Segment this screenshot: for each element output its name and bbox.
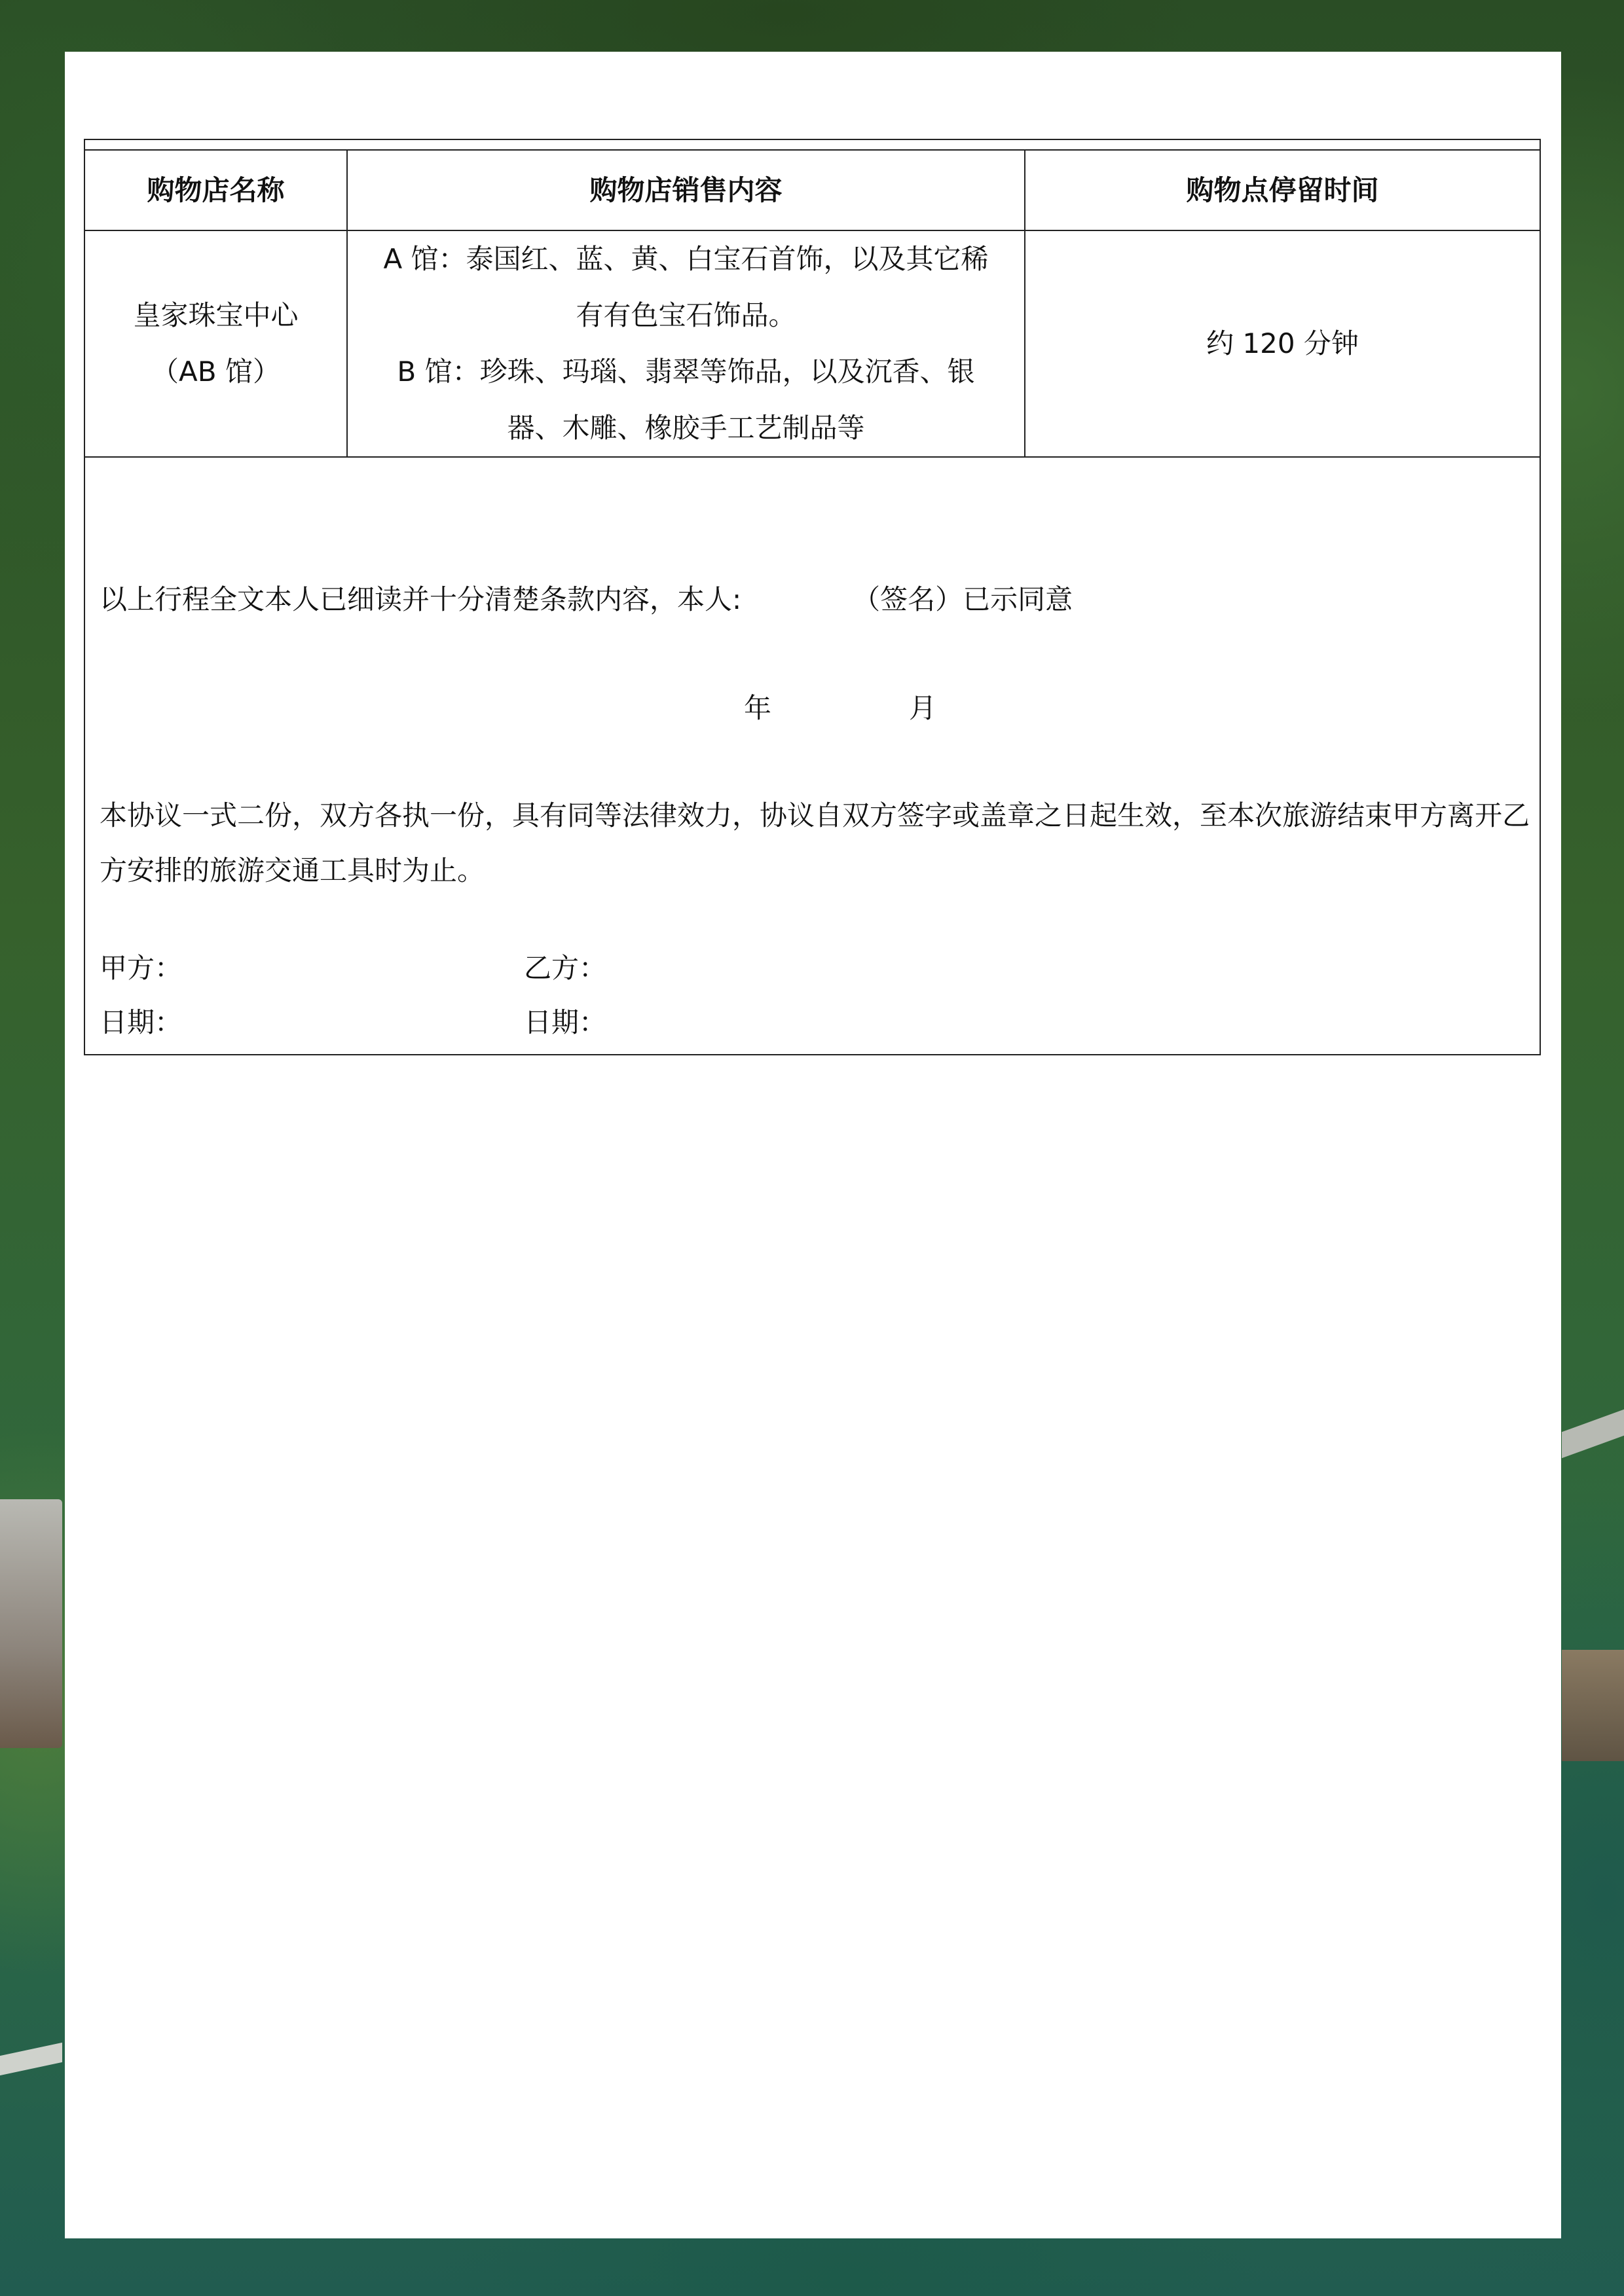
header-sales-content: 购物店销售内容 (347, 150, 1025, 230)
date-a-label: 日期： (100, 1006, 183, 1038)
aerial-path-left (0, 2043, 62, 2075)
document-frame (84, 139, 1541, 1055)
agreement-clause: 本协议一式二份，双方各执一份，具有同等法律效力，协议自双方签字或盖章之日起生效，至本次旅游结束甲方离开乙方安排的旅游交通工具时为止。 (100, 799, 1530, 886)
month-label: 月 (909, 692, 937, 724)
year-label: 年 (744, 692, 772, 724)
table-row (84, 230, 1540, 457)
document-page (65, 52, 1561, 2238)
content-line: A 馆：泰国红、蓝、黄、白宝石首饰，以及其它稀 (383, 243, 989, 275)
table-header-row (84, 150, 1540, 230)
aerial-roof-left (0, 1499, 62, 1748)
shop-name-cell (84, 230, 347, 457)
header-shop-name: 购物店名称 (84, 150, 347, 230)
agreement-text-after: （签名）已示同意 (853, 583, 1073, 615)
shop-name-line: （AB 馆） (151, 355, 280, 388)
shopping-table (84, 149, 1541, 458)
shop-name-line: 皇家珠宝中心 (133, 299, 299, 331)
header-stay-time: 购物点停留时间 (1025, 150, 1540, 230)
agreement-statement (100, 580, 1073, 619)
party-b-label: 乙方： (524, 952, 607, 984)
stay-time-cell: 约 120 分钟 (1025, 230, 1540, 457)
sales-content-cell (347, 230, 1025, 457)
date-b-label: 日期： (524, 1006, 607, 1038)
aerial-trail-right (1562, 1410, 1624, 1459)
party-a-label: 甲方： (100, 952, 183, 984)
content-line: B 馆：珍珠、玛瑙、翡翠等饰品，以及沉香、银 (397, 355, 975, 388)
agreement-text-before: 以上行程全文本人已细读并十分清楚条款内容，本人: (100, 583, 742, 615)
aerial-dock-right (1562, 1650, 1624, 1761)
content-line: 有有色宝石饰品。 (576, 299, 796, 331)
content-line: 器、木雕、橡胶手工艺制品等 (507, 412, 865, 444)
